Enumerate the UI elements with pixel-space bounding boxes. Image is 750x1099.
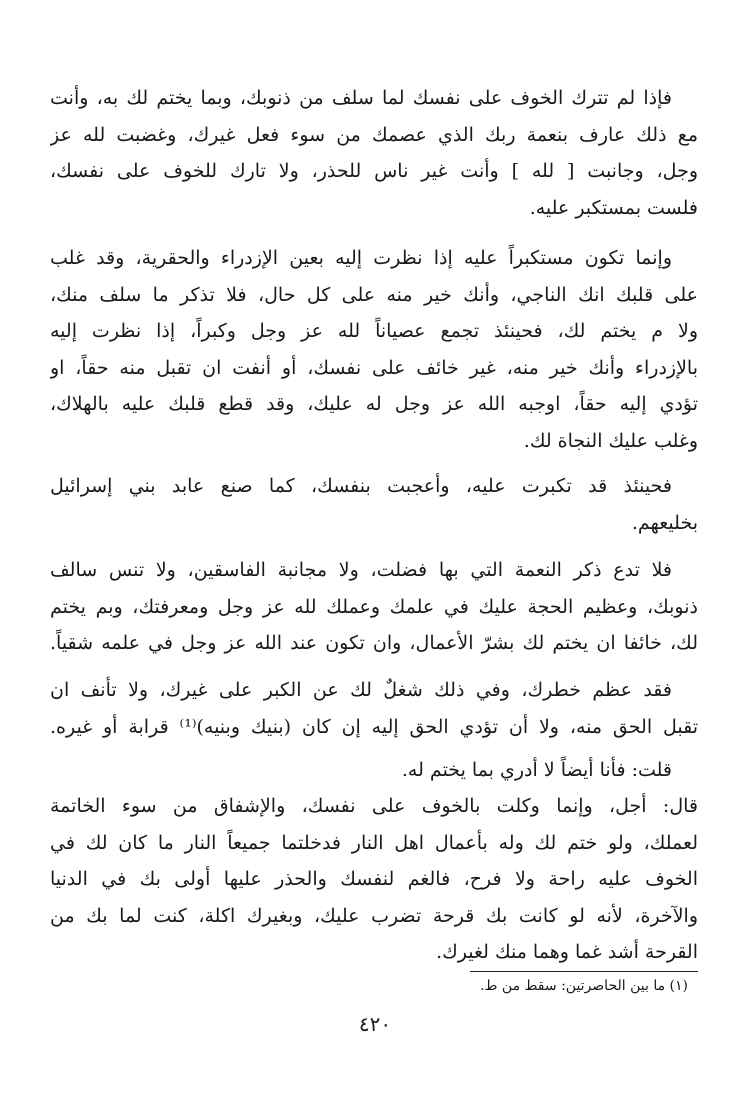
text-line: فإذا لم تترك الخوف على نفسك لما سلف من ذنوبك، وبما يختم لك به، وأنت — [50, 87, 672, 109]
paragraph-5 — [50, 672, 698, 745]
text-line: قلت: فأنا أيضاً لا أدري بما يختم له. — [401, 759, 672, 781]
paragraph-6 — [50, 752, 698, 789]
page-number: ٤٢٠ — [358, 1012, 392, 1036]
paragraph-1 — [50, 80, 698, 226]
footnote-divider — [470, 971, 698, 972]
paragraph-4 — [50, 552, 698, 662]
paragraph-7 — [50, 788, 698, 971]
text-line: قال: أجل، وإنما وكلت بالخوف على نفسك، والإشفاق من سوء الخاتمة — [50, 795, 698, 817]
text-line: وإنما تكون مستكبراً عليه إذا نظرت إليه بعين الإزدراء والحقرية، وقد غلب — [50, 247, 672, 269]
text-line: فحينئذ قد تكبرت عليه، وأعجبت بنفسك، كما صنع عابد بني إسرائيل — [50, 475, 672, 497]
text-line: لعملك، ولو ختم لك وله بأعمال اهل النار فدخلتما جميعاً النار ما كان لك في — [50, 831, 698, 854]
paragraph-2 — [50, 240, 698, 459]
text-line: القرحة أشد غما وهما منك لغيرك. — [436, 941, 698, 963]
text-line: بخليعهم. — [631, 511, 698, 534]
text-line: فلست بمستكبر عليه. — [529, 196, 698, 219]
footnote: (١) ما بين الحاصرتين: سقط من ط. — [480, 978, 688, 994]
text-line: فلا تدع ذكر النعمة التي بها فضلت، ولا مجانبة الفاسقين، ولا تنس سالف — [50, 559, 672, 581]
text-line: وجل، وجانبت [ لله ] وأنت غير ناس للحذر، ولا تارك للخوف على نفسك، — [50, 160, 698, 182]
text-line: على قلبك انك الناجي، وأنك خير منه على كل حال، فلا تذكر ما سلف منك، — [50, 283, 698, 306]
text-line: تقبل الحق منه، ولا أن تؤدي الحق إليه إن كان (بنيك وبنيه)⁽¹⁾ قرابة أو غيره. — [50, 715, 698, 738]
text-line: وغلب عليك النجاة لك. — [523, 429, 698, 452]
text-line: والآخرة، لأنه لو كانت بك قرحة تضرب عليك، وبغيرك اكلة، كنت لما بك من — [50, 904, 698, 927]
text-line: الخوف عليه راحة ولا فرح، فالغم لنفسك والحذر عليها أولى بك في الدنيا — [50, 868, 698, 890]
text-line: فقد عظم خطرك، وفي ذلك شغلٌ لك عن الكبر على غيرك، ولا تأنف ان — [50, 679, 672, 701]
text-line: لك، خائفا ان يختم لك بشرّ الأعمال، وان تكون عند الله عز وجل في علمه شقياً. — [50, 632, 698, 654]
paragraph-3 — [50, 468, 698, 541]
text-line: ولا م يختم لك، فحينئذ تجمع عصياناً لله عز وجل وكبراً، إذا نظرت إليه — [50, 320, 698, 342]
text-line: بالإزدراء وأنك خير منه، غير خائف على نفسك، أو أنفت ان تقبل منه حقاً، او — [50, 356, 698, 379]
text-line: تؤدي إليه حقاً، اوجبه الله عز وجل له عليك، وقد قطع قلبك عليه بالهلاك، — [50, 393, 698, 415]
text-line: مع ذلك عارف بنعمة ربك الذي عصمك من سوء فعل غيرك، وغضبت لله عز — [50, 123, 698, 146]
text-line: ذنوبك، وعظيم الحجة عليك في علمك وعملك لله عز وجل ومعرفتك، وبم يختم — [50, 595, 698, 618]
